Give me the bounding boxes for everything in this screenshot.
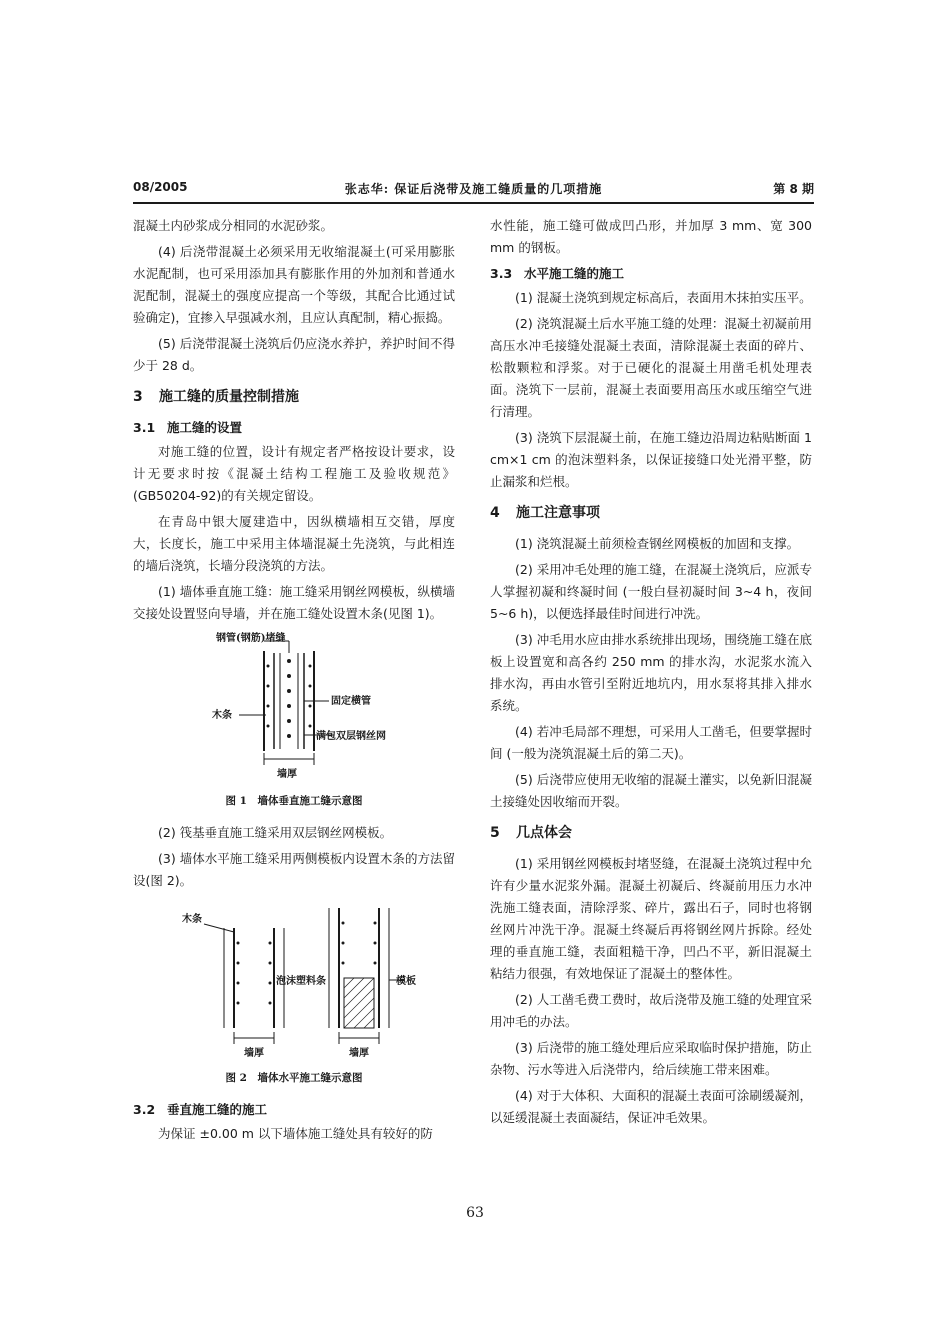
section-heading [490, 821, 812, 845]
left-column [133, 215, 455, 1149]
paragraph: 混凝土内砂浆成分相同的水泥砂浆。 [133, 218, 334, 233]
page-number: 63 [466, 1205, 484, 1221]
figure-1-caption: 图 1 墙体垂直施工缝示意图 [225, 795, 363, 807]
running-header [133, 180, 814, 202]
subsection-heading [490, 263, 812, 285]
paragraph: 对施工缝的位置，设计有规定者严格按设计要求，设计无要求时按《混凝土结构工程施工及验收规范》(GB50204-92)的有关规定留设。 [133, 444, 455, 503]
label-formwork: 模板 [396, 976, 416, 987]
paragraph: (2) 浇筑混凝土后水平施工缝的处理：混凝土初凝前用高压水冲毛接缝处混凝土表面，清除混凝土表面的碎片、松散颗粒和浮浆。对于已硬化的混凝土用凿毛机处理表面。浇筑下一层前，混凝土表面要用高压水或压缩空气进行清理。 [490, 316, 812, 419]
section-number: 4 [490, 505, 500, 521]
label-foam-strip: 泡沫塑料条 [276, 976, 326, 987]
paragraph: 在青岛中银大厦建造中，因纵横墙相互交错，厚度大，长度长，施工中采用主体墙混凝土先浇筑，与此相连的墙后浇筑，长墙分段浇筑的方法。 [133, 514, 455, 573]
paragraph: (3) 墙体水平施工缝采用两侧模板内设置木条的方法留设(图 2)。 [133, 851, 455, 888]
section-heading [133, 385, 455, 409]
label-wood-strip: 木条 [212, 710, 232, 721]
subsection-heading [133, 1099, 455, 1121]
label-fixed-pipe: 固定横管 [331, 696, 371, 707]
subsection-number: 3.2 [133, 1102, 156, 1117]
running-title: 张志华: 保证后浇带及施工缝质量的几项措施 [344, 182, 603, 196]
subsection-title: 垂直施工缝的施工 [167, 1102, 268, 1117]
section-heading [490, 501, 812, 525]
paragraph: (4) 后浇带混凝土必须采用无收缩混凝土(可采用膨胀水泥配制，也可采用添加具有膨胀作用的外加剂和普通水泥配制，混凝土的强度应提高一个等级，其配合比通过试验确定)，宜掺入早强减水剂，且应认真配制，精心振捣。 [133, 244, 455, 325]
section-title: 几点体会 [516, 825, 572, 841]
paragraph: (5) 后浇带混凝土浇筑后仍应浇水养护，养护时间不得少于 28 d。 [133, 336, 455, 373]
paragraph: (3) 浇筑下层混凝土前，在施工缝边沿周边粘贴断面 1 cm×1 cm 的泡沫塑料条，以保证接缝口处光滑平整，防止漏浆和烂根。 [490, 430, 812, 489]
label-wood-strip: 木条 [182, 914, 202, 925]
paragraph: (4) 若冲毛局部不理想，可采用人工凿毛，但要掌握时间 (一般为浇筑混凝土后的第二天)。 [490, 724, 812, 761]
issue-date: 08/2005 [133, 180, 188, 194]
paragraph: (1) 墙体垂直施工缝：施工缝采用钢丝网模板，纵横墙交接处设置竖向导墙，并在施工缝处设置木条(见图 1)。 [133, 584, 455, 621]
figure-2-diagram [164, 898, 424, 1068]
subsection-number: 3.1 [133, 420, 156, 435]
paragraph: (1) 浇筑混凝土前须检查钢丝网模板的加固和支撑。 [515, 536, 800, 551]
section-title: 施工注意事项 [516, 505, 600, 521]
paragraph: (2) 人工凿毛费工费时，故后浇带及施工缝的处理宜采用冲毛的办法。 [490, 992, 812, 1029]
figure-1-diagram [194, 631, 394, 791]
subsection-title: 施工缝的设置 [167, 420, 243, 435]
paragraph: (1) 采用钢丝网模板封堵竖缝，在混凝土浇筑过程中允许有少量水泥浆外漏。混凝土初凝后、终凝前用压力水冲洗施工缝表面，清除浮浆、碎片，露出石子，同时也将钢丝网片冲洗干净。混凝土终凝后再将钢丝网片拆除。经处理的垂直施工缝，表面粗糙干净，凹凸不平，新旧混凝土粘结力很强，有效地保证了混凝土的整体性。 [490, 856, 812, 981]
section-title: 施工缝的质量控制措施 [159, 389, 299, 405]
label-wall-thickness: 墙厚 [277, 769, 297, 780]
header-rule [133, 202, 814, 204]
section-number: 5 [490, 825, 500, 841]
paragraph: (3) 冲毛用水应由排水系统排出现场，围绕施工缝在底板上设置宽和高各约 250 mm 的排水沟，水泥浆水流入排水沟，再由水管引至附近地坑内，用水泵将其排入排水系统。 [490, 632, 812, 713]
label-wall-thickness-left: 墙厚 [244, 1048, 264, 1059]
subsection-title: 水平施工缝的施工 [524, 266, 625, 281]
paragraph: 水性能，施工缝可做成凹凸形，并加厚 3 mm、宽 300 mm 的钢板。 [490, 218, 812, 255]
section-number: 3 [133, 389, 143, 405]
paragraph: (5) 后浇带应使用无收缩的混凝土灌实，以免新旧混凝土接缝处因收缩而开裂。 [490, 772, 812, 809]
paragraph: (3) 后浇带的施工缝处理后应采取临时保护措施，防止杂物、污水等进入后浇带内，给后续施工带来困难。 [490, 1040, 812, 1077]
paragraph: (4) 对于大体积、大面积的混凝土表面可涂刷缓凝剂，以延缓混凝土表面凝结，保证冲毛效果。 [490, 1088, 812, 1125]
label-mesh: 满包双层钢丝网 [316, 731, 386, 742]
subsection-number: 3.3 [490, 266, 513, 281]
paragraph: (2) 采用冲毛处理的施工缝，在混凝土浇筑后，应派专人掌握初凝和终凝时间 (一般白昼初凝时间 3~4 h，夜间 5~6 h)，以便选择最佳时间进行冲洗。 [490, 562, 812, 621]
issue-number: 第 8 期 [773, 182, 814, 196]
figure-2-caption: 图 2 墙体水平施工缝示意图 [225, 1072, 363, 1084]
right-column [490, 215, 812, 1133]
label-wall-thickness-right: 墙厚 [349, 1048, 369, 1059]
subsection-heading [133, 417, 455, 439]
label-pipe-plug: 钢管(钢筋)堵缝 [216, 633, 286, 644]
paragraph: 为保证 ±0.00 m 以下墙体施工缝处具有较好的防 [158, 1126, 433, 1141]
paragraph: (1) 混凝土浇筑到规定标高后，表面用木抹拍实压平。 [515, 290, 812, 305]
paragraph: (2) 筏基垂直施工缝采用双层钢丝网模板。 [158, 825, 393, 840]
